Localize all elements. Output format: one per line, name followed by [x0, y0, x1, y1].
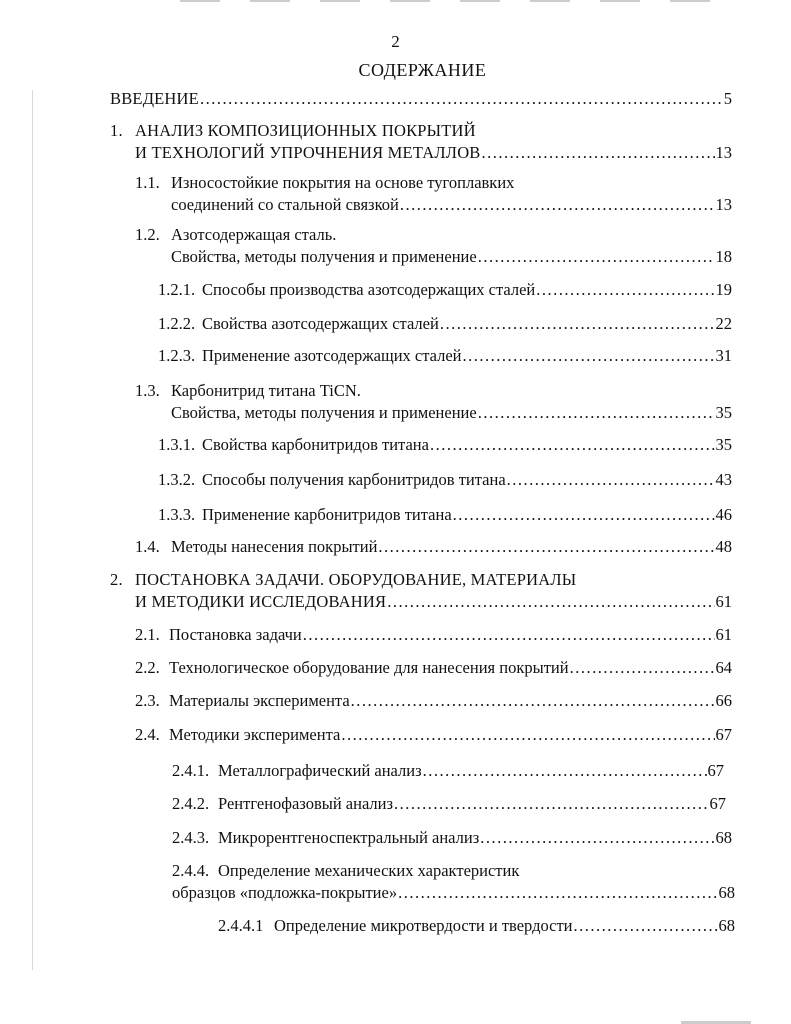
- leader-dots: [480, 827, 714, 849]
- leader-dots: [303, 624, 715, 646]
- toc-entry-text: Азотсодержащая сталь.: [171, 225, 337, 244]
- toc-page-number: 43: [715, 470, 732, 489]
- toc-page-number: 68: [718, 883, 735, 902]
- leader-dots: [482, 142, 715, 164]
- toc-page-number: 18: [715, 247, 732, 266]
- toc-entry-text: Свойства азотсодержащих сталей: [202, 314, 439, 333]
- toc-page-number: 68: [718, 916, 735, 935]
- toc-entry-1[interactable]: [110, 120, 732, 164]
- toc-entry-text: образцов «подложка-покрытие»: [172, 883, 398, 902]
- toc-entry-text: Определение микротвердости и твердости: [274, 916, 573, 935]
- leader-dots: [440, 313, 715, 335]
- toc-page-number: 48: [715, 537, 732, 556]
- toc-entry-text: Микрорентгеноспектральный анализ: [218, 828, 480, 847]
- toc-entry-text: Материалы эксперимента: [169, 691, 350, 710]
- toc-entry-text: И МЕТОДИКИ ИССЛЕДОВАНИЯ: [135, 592, 387, 611]
- toc-page-number: 35: [715, 403, 732, 422]
- leader-dots: [200, 88, 723, 110]
- toc-entry-1-2[interactable]: [135, 224, 732, 268]
- toc-page-number: 5: [723, 89, 732, 108]
- toc-entry-number: 2.: [110, 570, 123, 589]
- toc-entry-text: Рентгенофазовый анализ: [218, 794, 393, 813]
- toc-entry-text: Постановка задачи: [169, 625, 302, 644]
- toc-entry-number: 1.2.2.: [158, 314, 196, 333]
- toc-entry-number: 1.3.3.: [158, 505, 196, 524]
- leader-dots: [536, 279, 714, 301]
- toc-entry-1-1[interactable]: [135, 172, 732, 216]
- toc-entry-number: 2.3.: [135, 691, 160, 710]
- toc-entry-text: ПОСТАНОВКА ЗАДАЧИ. ОБОРУДОВАНИЕ, МАТЕРИАЛЫ: [135, 570, 577, 589]
- toc-entry-number: 1.2.1.: [158, 280, 196, 299]
- toc-entry-number: 1.3.1.: [158, 435, 196, 454]
- toc-entry-number: 1.3.2.: [158, 470, 196, 489]
- toc-page-number: 46: [715, 505, 732, 524]
- toc-entry-2-4-3[interactable]: [172, 827, 732, 849]
- toc-page-number: 67: [707, 761, 724, 780]
- toc-entry-number: 1.3.: [135, 381, 160, 400]
- toc-entry-text: Карбонитрид титана TiCN.: [171, 381, 361, 400]
- toc-entry-1-3-3[interactable]: [158, 504, 732, 526]
- toc-entry-2-2[interactable]: [135, 657, 732, 679]
- toc-entry-1-3[interactable]: [135, 380, 732, 424]
- toc-page-number: 13: [715, 195, 732, 214]
- toc-page-number: 61: [715, 592, 732, 611]
- toc-page-number: 64: [715, 658, 732, 677]
- toc-entry-number: 2.2.: [135, 658, 160, 677]
- leader-dots: [570, 657, 715, 679]
- toc-entry-1-2-2[interactable]: [158, 313, 732, 335]
- toc-entry-2-4-4[interactable]: [172, 860, 735, 904]
- leader-dots: [400, 194, 715, 216]
- toc-entry-number: 1.1.: [135, 173, 160, 192]
- toc-entry-2-3[interactable]: [135, 690, 732, 712]
- toc-entry-number: 2.4.1.: [172, 761, 210, 780]
- toc-entry-number: 2.4.2.: [172, 794, 210, 813]
- toc-entry-1-2-1[interactable]: [158, 279, 732, 301]
- toc-entry-text: ВВЕДЕНИЕ: [110, 89, 199, 108]
- toc-entry-text: Технологическое оборудование для нанесения покрытий: [169, 658, 569, 677]
- toc-entry-number: 2.4.4.1: [218, 916, 264, 935]
- leader-dots: [378, 536, 714, 558]
- leader-dots: [394, 793, 709, 815]
- toc-entry-1-3-2[interactable]: [158, 469, 732, 491]
- toc-page-number: 35: [715, 435, 732, 454]
- leader-dots: [341, 724, 714, 746]
- toc-entry-2-1[interactable]: [135, 624, 732, 646]
- toc-entry-text: Свойства карбонитридов титана: [202, 435, 429, 454]
- toc-entry-1-2-3[interactable]: [158, 345, 732, 367]
- toc-entry-1-3-1[interactable]: [158, 434, 732, 456]
- leader-dots: [507, 469, 715, 491]
- toc-entry-number: 1.2.3.: [158, 346, 196, 365]
- toc-entry-2-4-1[interactable]: [172, 760, 724, 782]
- toc-entry-text: И ТЕХНОЛОГИЙ УПРОЧНЕНИЯ МЕТАЛЛОВ: [135, 143, 481, 162]
- toc-entry-text: соединений со стальной связкой: [171, 195, 399, 214]
- toc-page-number: 67: [715, 725, 732, 744]
- toc-page-number: 19: [715, 280, 732, 299]
- toc-entry-number: 2.4.: [135, 725, 160, 744]
- toc-entry-text: Металлографический анализ: [218, 761, 422, 780]
- toc-entry-number: 1.: [110, 121, 123, 140]
- toc-entry-text: Способы производства азотсодержащих сталей: [202, 280, 536, 299]
- toc-entry-2-4[interactable]: [135, 724, 732, 746]
- leader-dots: [463, 345, 715, 367]
- toc-entry-number: 1.4.: [135, 537, 160, 556]
- toc-page-number: 61: [715, 625, 732, 644]
- toc-entry-text: Износостойкие покрытия на основе тугоплавких: [171, 173, 515, 192]
- toc-entry-text: АНАЛИЗ КОМПОЗИЦИОННЫХ ПОКРЫТИЙ: [135, 121, 476, 140]
- leader-dots: [387, 591, 714, 613]
- scan-artifact-left-edge: [32, 90, 33, 970]
- toc-entry-number: 2.4.3.: [172, 828, 210, 847]
- leader-dots: [478, 246, 715, 268]
- page-number: 2: [391, 32, 400, 51]
- toc-page-number: 67: [709, 794, 726, 813]
- toc-entry-number: 1.2.: [135, 225, 160, 244]
- toc-entry-text: Определение механических характеристик: [218, 861, 520, 880]
- toc-entry-2[interactable]: [110, 569, 732, 613]
- leader-dots: [574, 915, 718, 937]
- toc-entry-2-4-4-1[interactable]: [218, 915, 735, 937]
- leader-dots: [430, 434, 715, 456]
- toc-entry-text: Способы получения карбонитридов титана: [202, 470, 506, 489]
- toc-entry-text: Методики эксперимента: [169, 725, 341, 744]
- toc-entry-number: 2.4.4.: [172, 861, 210, 880]
- leader-dots: [423, 760, 707, 782]
- toc-entry-1-4[interactable]: [135, 536, 732, 558]
- toc-entry-intro[interactable]: [110, 88, 732, 110]
- toc-entry-number: 2.1.: [135, 625, 160, 644]
- toc-page-number: 68: [715, 828, 732, 847]
- toc-title: СОДЕРЖАНИЕ: [358, 60, 487, 80]
- toc-entry-2-4-2[interactable]: [172, 793, 726, 815]
- leader-dots: [351, 690, 715, 712]
- leader-dots: [453, 504, 715, 526]
- toc-entry-text: Свойства, методы получения и применение: [171, 247, 477, 266]
- toc-entry-text: Применение азотсодержащих сталей: [202, 346, 462, 365]
- toc-entry-text: Применение карбонитридов титана: [202, 505, 452, 524]
- leader-dots: [398, 882, 717, 904]
- toc-page-number: 31: [715, 346, 732, 365]
- toc-entry-text: Свойства, методы получения и применение: [171, 403, 477, 422]
- toc-entry-text: Методы нанесения покрытий: [171, 537, 378, 556]
- leader-dots: [478, 402, 715, 424]
- toc-page-number: 66: [715, 691, 732, 710]
- toc-page-number: 22: [715, 314, 732, 333]
- scan-artifact-top: [180, 0, 740, 2]
- toc-page-number: 13: [715, 143, 732, 162]
